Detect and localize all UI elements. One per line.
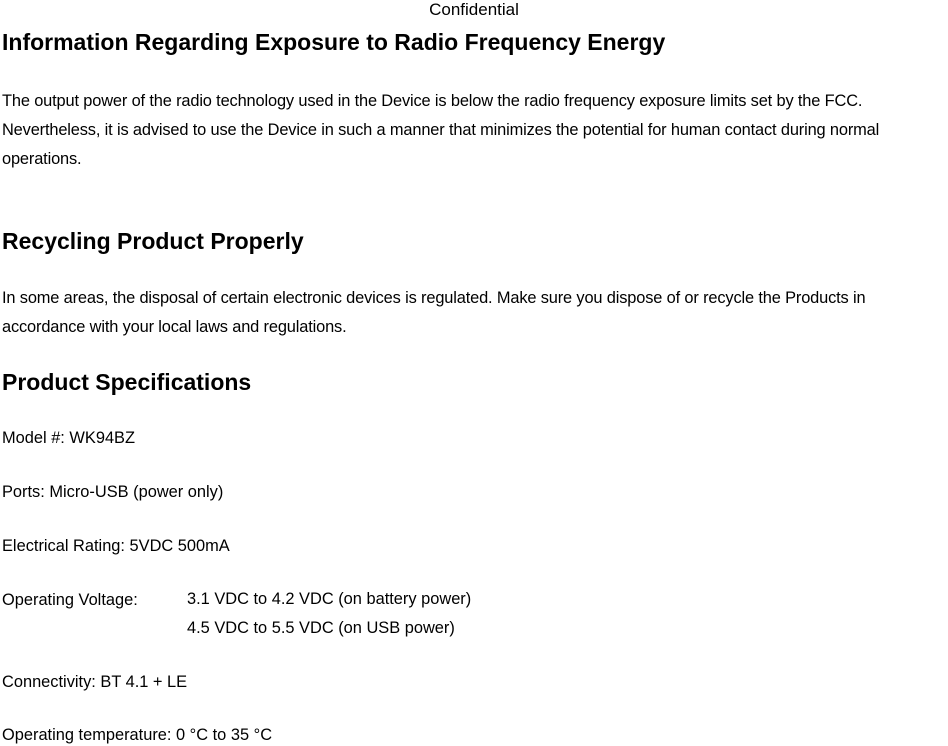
rf-exposure-body: The output power of the radio technology used in the Device is below the radio frequency exposure limits set by the FCC. Nevertheless, it is advised to use the Device in such a manner that minimizes the potential for human contact during normal operations.: [2, 92, 880, 168]
spec-operating-temperature: Operating temperature: 0 °C to 35 °C: [2, 726, 273, 744]
recycling-body: In some areas, the disposal of certain electronic devices is regulated. Make sure you dispose of or recycle the Products in accordance with your local laws and regulations.: [2, 289, 866, 336]
spec-operating-voltage-values: [187, 585, 471, 643]
spec-connectivity: Connectivity: BT 4.1 + LE: [2, 673, 188, 691]
spec-ports: Ports: Micro-USB (power only): [2, 483, 224, 501]
spec-operating-voltage-label: Operating Voltage:: [2, 591, 138, 609]
spec-electrical-rating: Electrical Rating: 5VDC 500mA: [2, 537, 230, 555]
confidential-header: Confidential: [429, 0, 519, 19]
specifications-heading: Product Specifications: [2, 369, 252, 395]
recycling-heading: Recycling Product Properly: [2, 228, 304, 254]
spec-voltage-usb: 4.5 VDC to 5.5 VDC (on USB power): [187, 619, 455, 637]
spec-voltage-battery: 3.1 VDC to 4.2 VDC (on battery power): [187, 590, 472, 608]
rf-exposure-heading: Information Regarding Exposure to Radio Frequency Energy: [2, 29, 666, 55]
spec-model: Model #: WK94BZ: [2, 429, 135, 447]
